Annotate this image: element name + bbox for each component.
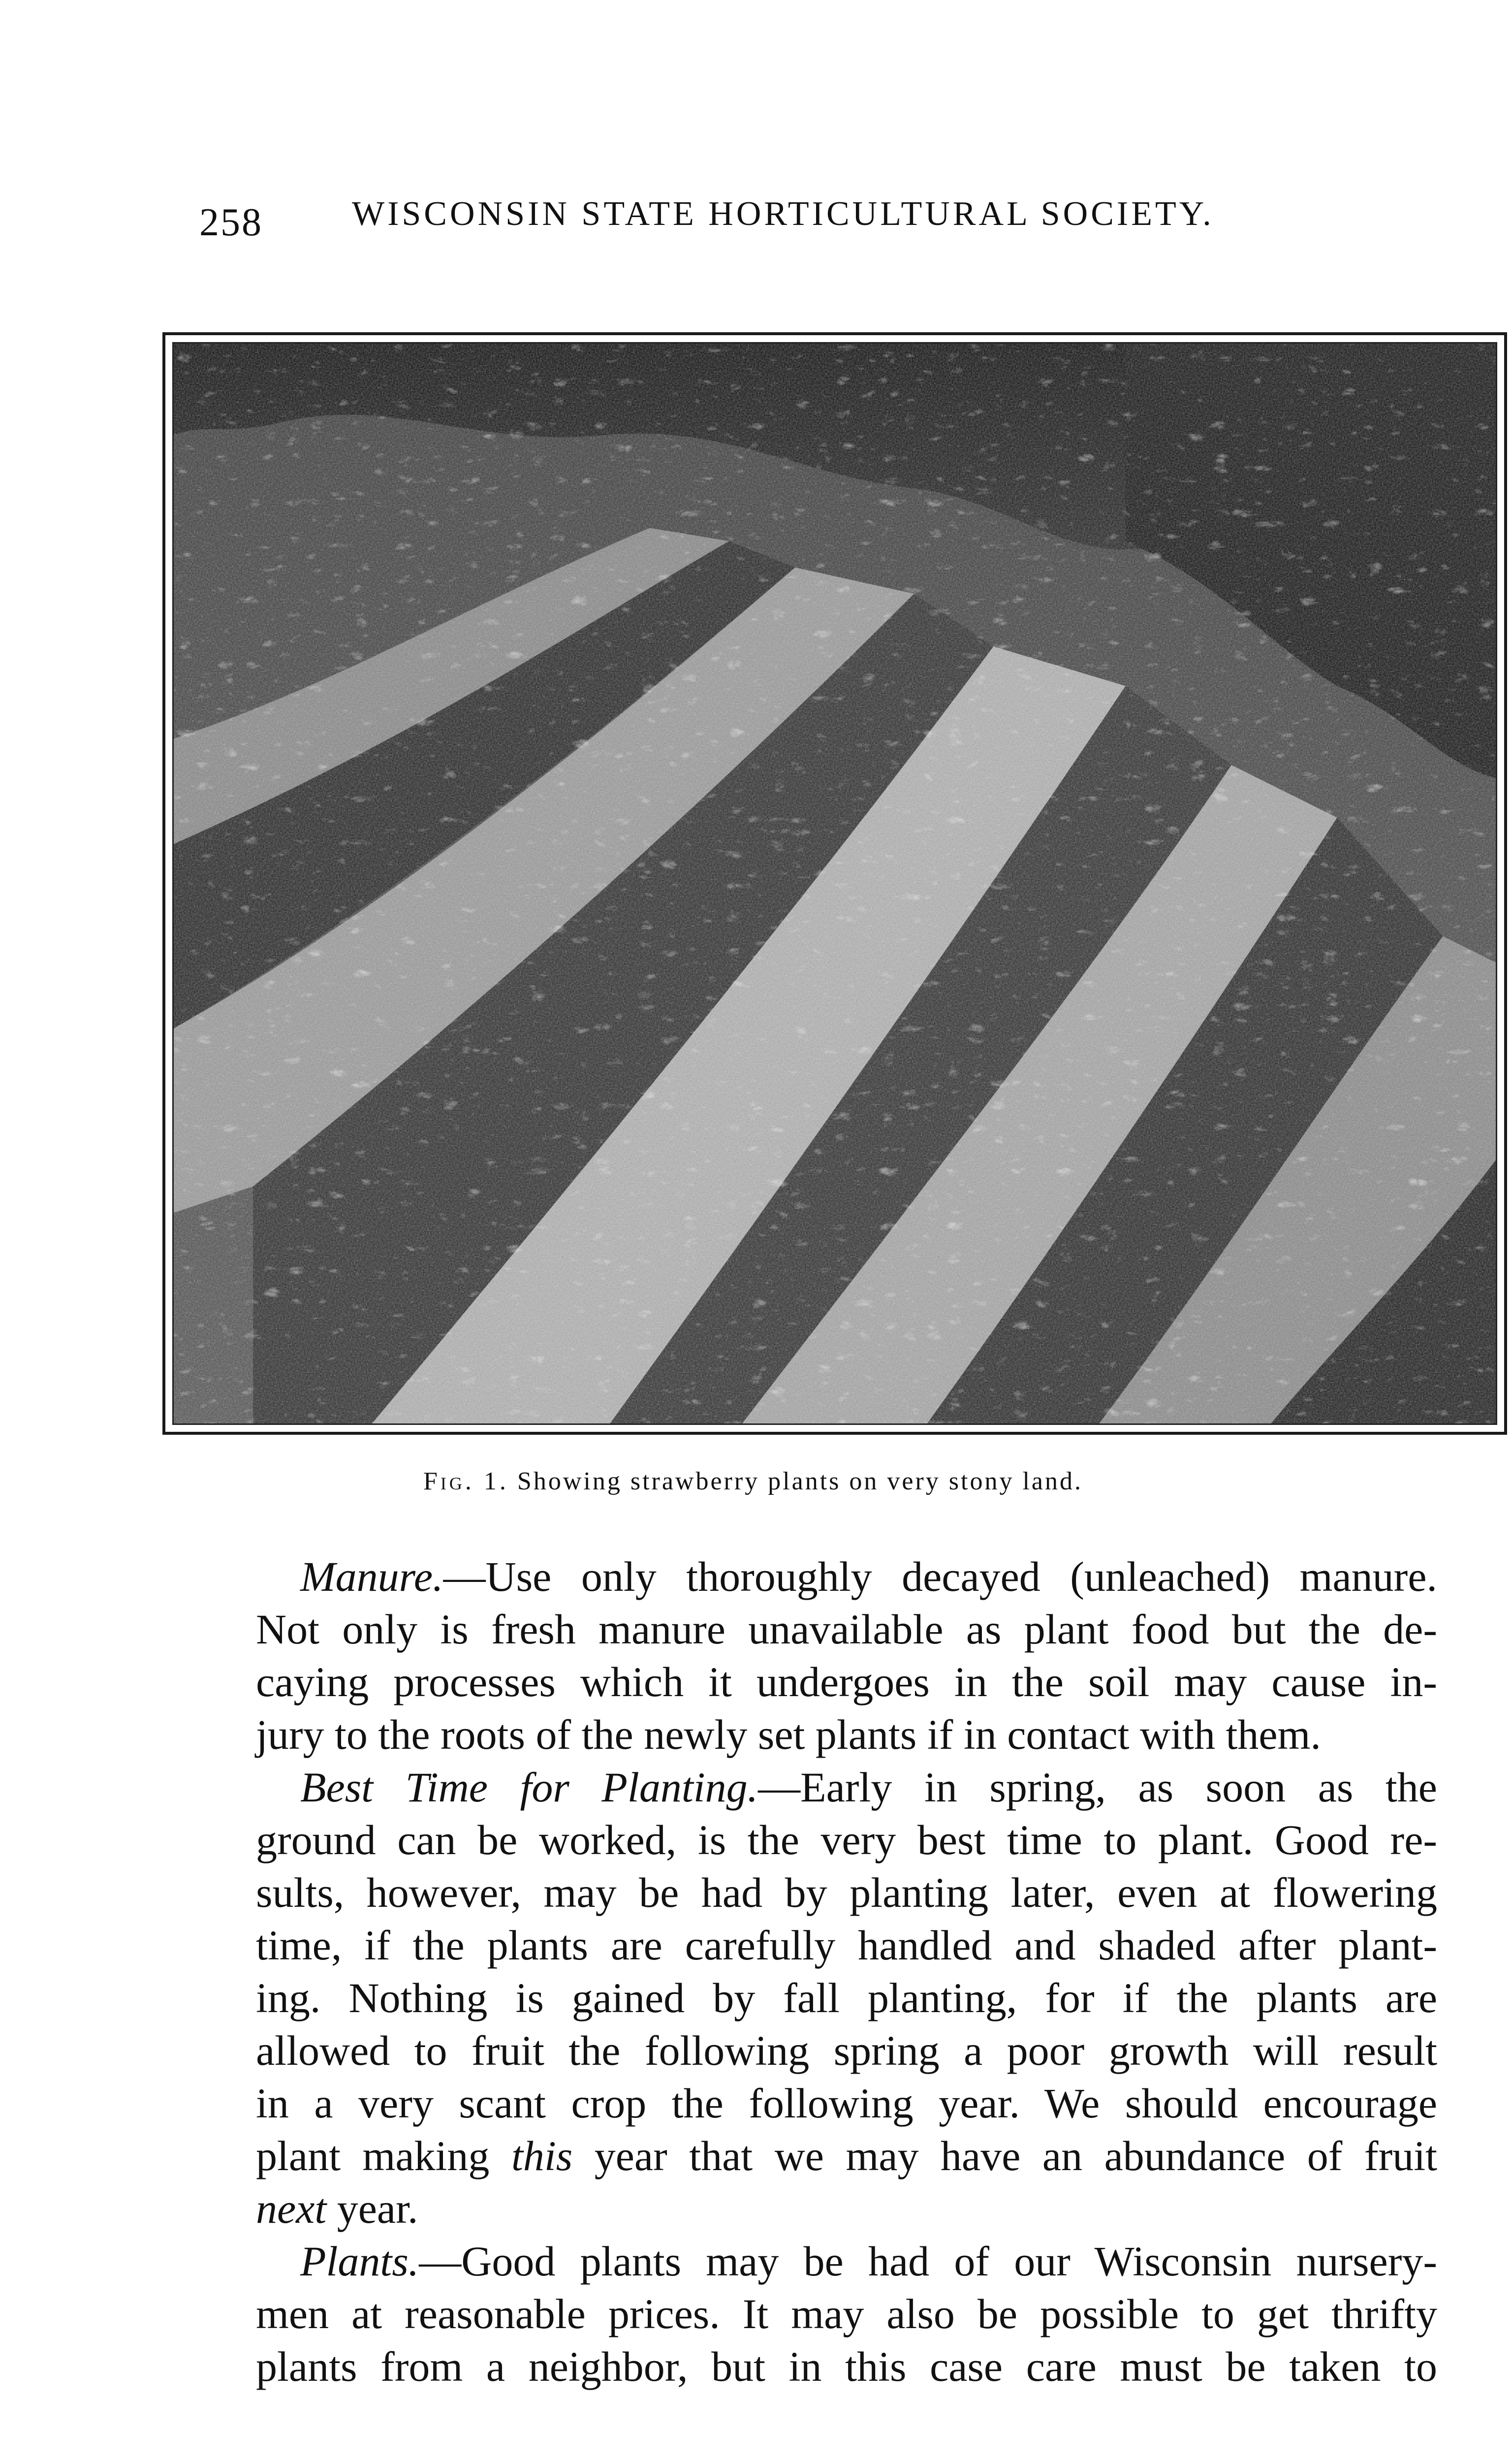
text-line: time, if the plants are carefully handled and shaded after plant- (256, 1922, 1437, 1969)
text-line: in a very scant crop the following year. We should encourage (256, 2080, 1437, 2127)
text-line: sults, however, may be had by planting later, even at flowering (256, 1869, 1437, 1916)
page-number: 258 (199, 201, 263, 244)
photo-strawberry-field (172, 342, 1497, 1425)
line-text: year that we may have an abundance of fruit (572, 2132, 1438, 2179)
text-line: caying processes which it undergoes in the soil may cause in- (256, 1658, 1437, 1705)
run-in-heading: Best Time for Planting. (300, 1764, 758, 1811)
text-line (256, 1761, 1437, 1814)
emphasis: next (256, 2185, 327, 2232)
text-line: allowed to fruit the following spring a poor growth will result (256, 2027, 1437, 2074)
text-line: men at reasonable prices. It may also be possible to get thrifty (256, 2290, 1437, 2337)
paragraph-manure (256, 1550, 1437, 1761)
text-line (256, 1550, 1437, 1603)
text-line (256, 2130, 1437, 2182)
line-text: —Use only thoroughly decayed (unleached) manure. (443, 1553, 1437, 1600)
text-line: ing. Nothing is gained by fall planting, for if the plants are (256, 1974, 1437, 2021)
line-text: —Good plants may be had of our Wisconsin nursery- (419, 2238, 1437, 2285)
text-line: plants from a neighbor, but in this case care must be taken to (256, 2343, 1437, 2390)
figure-caption-text: Showing strawberry plants on very stony land. (517, 1467, 1083, 1495)
figure-caption (423, 1467, 1358, 1496)
photo-strawberry-field-image (174, 344, 1496, 1423)
emphasis: this (511, 2132, 573, 2179)
text-line (256, 2235, 1437, 2288)
line-text: —Early in spring, as soon as the (758, 1764, 1437, 1811)
running-title: WISCONSIN STATE HORTICULTURAL SOCIETY. (352, 195, 1214, 233)
figure-label: Fig. 1. (423, 1467, 509, 1495)
paragraph-plants (256, 2235, 1437, 2393)
text-line: jury to the roots of the newly set plants if in contact with them. (256, 1711, 1321, 1758)
figure-frame (162, 332, 1507, 1435)
text-line (256, 2182, 1437, 2235)
text-line: ground can be worked, is the very best time to plant. Good re- (256, 1816, 1437, 1863)
text-line: Not only is fresh manure unavailable as plant food but the de- (256, 1606, 1437, 1653)
running-header (199, 194, 1262, 253)
paragraph-best-time (256, 1761, 1437, 2235)
run-in-heading: Plants. (300, 2238, 419, 2285)
body-text (256, 1550, 1437, 2393)
line-text: plant making (256, 2132, 511, 2179)
line-text: year. (326, 2185, 418, 2232)
run-in-heading: Manure. (300, 1553, 443, 1600)
